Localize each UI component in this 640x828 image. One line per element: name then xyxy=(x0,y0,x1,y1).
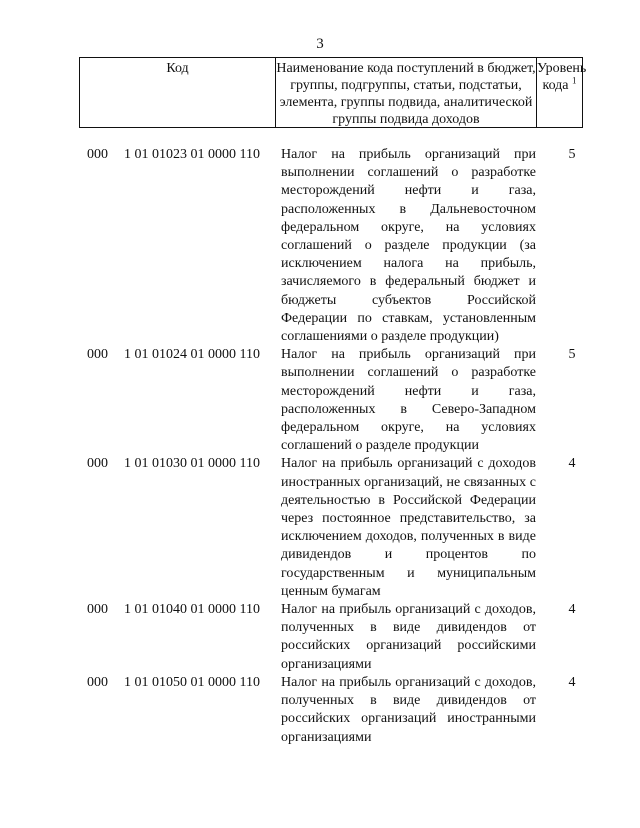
table-row xyxy=(0,601,640,674)
revenue-code: 1 01 01023 01 0000 110 xyxy=(124,147,260,162)
footnote-marker: 1 xyxy=(572,75,577,86)
table-row xyxy=(0,674,640,747)
code-level: 5 xyxy=(568,147,576,162)
code-level: 4 xyxy=(568,602,576,618)
code-level: 4 xyxy=(568,674,576,690)
admin-code: 000 xyxy=(87,456,108,472)
revenue-code: 1 01 01050 01 0000 110 xyxy=(124,674,260,690)
revenue-name: Налог на прибыль организаций с доходов, полученных в виде дивидендов от российских организаций иностранными организациями xyxy=(281,674,536,745)
code-level: 5 xyxy=(568,347,576,363)
header-level-label: Уровень кода xyxy=(537,61,587,93)
revenue-name: Налог на прибыль организаций при выполнении соглашений о разработке месторождений нефти и газа, расположенных в Дальневосточном федеральном округе, на условиях соглашений о разделе продукции (за исключением налога на прибыль, зачисляемого в федеральный бюджет и бюджеты субъектов Российской Федерации по ставкам, установленным соглашениями о разделе продукции) xyxy=(281,147,536,345)
table-row xyxy=(0,455,640,601)
revenue-name: Налог на прибыль организаций с доходов, полученных в виде дивидендов от российских организаций российскими организациями xyxy=(281,602,536,672)
revenue-code: 1 01 01040 01 0000 110 xyxy=(124,602,260,618)
header-level xyxy=(537,58,587,127)
table-header xyxy=(79,57,587,128)
header-code: Код xyxy=(80,58,276,127)
table-row xyxy=(0,346,640,455)
table-body xyxy=(0,146,640,747)
admin-code: 000 xyxy=(87,347,108,363)
code-level: 4 xyxy=(568,456,576,472)
admin-code: 000 xyxy=(87,602,108,618)
page-number: 3 xyxy=(316,36,324,52)
revenue-code: 1 01 01030 01 0000 110 xyxy=(124,456,260,472)
header-name: Наименование кода поступлений в бюджет, группы, подгруппы, статьи, подстатьи, элемента, группы подвида, аналитической группы подвида доходов xyxy=(276,58,537,127)
table-row xyxy=(0,146,640,346)
revenue-code: 1 01 01024 01 0000 110 xyxy=(124,347,260,363)
revenue-name: Налог на прибыль организаций при выполнении соглашений о разработке месторождений нефти и газа, расположенных в Северо-Западном федеральном округе, на условиях соглашений о разделе продукции xyxy=(281,347,536,454)
admin-code: 000 xyxy=(87,674,108,690)
revenue-name: Налог на прибыль организаций с доходов иностранных организаций, не связанных с деятельностью в Российской Федерации через постоянное представительство, за исключением доходов, полученных в виде дивидендов и процентов по государственным и муниципальным ценным бумагам xyxy=(281,456,536,599)
admin-code: 000 xyxy=(87,147,108,162)
